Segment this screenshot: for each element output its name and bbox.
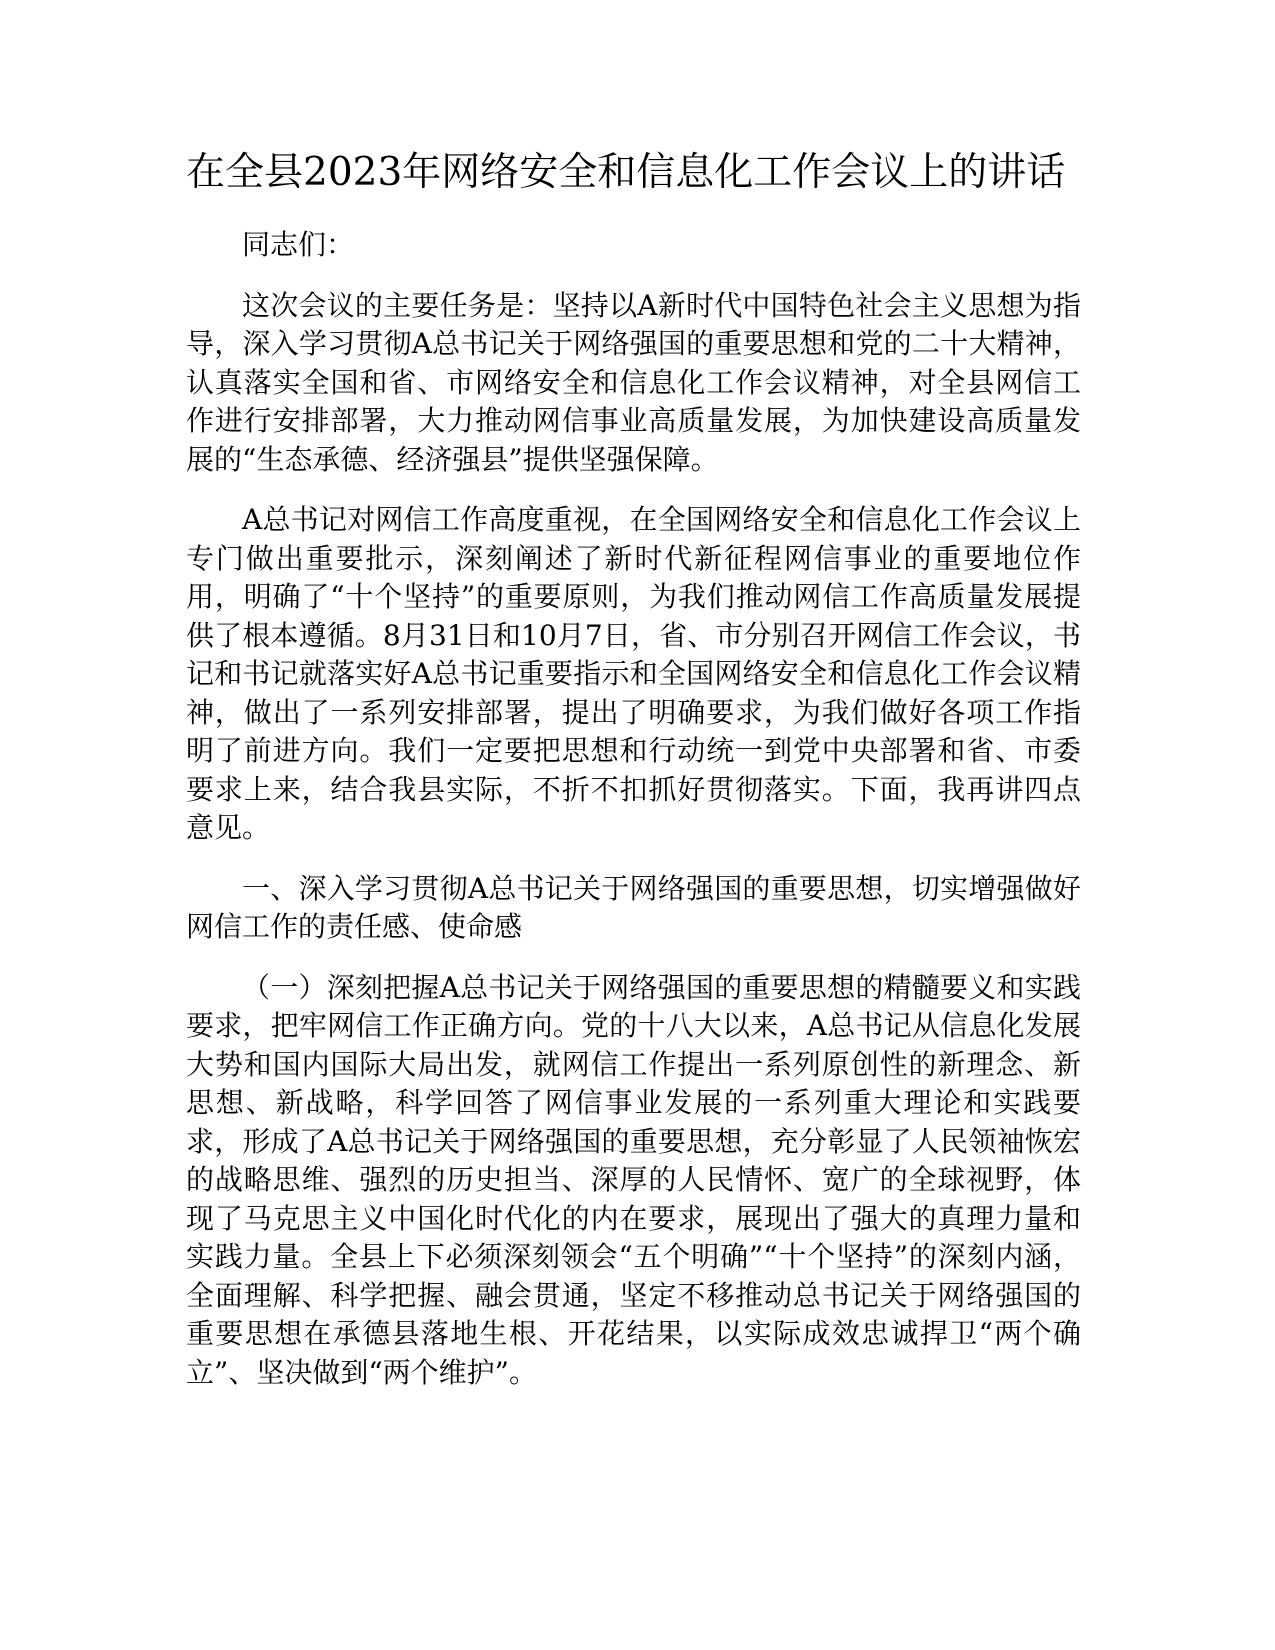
salutation: 同志们： (242, 228, 355, 261)
section-heading-one: 一、深入学习贯彻A总书记关于网络强国的重要思想，切实增强做好网信工作的责任感、使命感 (186, 871, 1081, 943)
paragraph-subsection-one: （一）深刻把握A总书记关于网络强国的重要思想的精髓要义和实践要求，把牢网信工作正确方向。党的十八大以来，A总书记从信息化发展大势和国内国际大局出发，就网信工作提出一系列原创性的新理念、新思想、新战略，科学回答了网信事业发展的一系列重大理论和实践要求，形成了A总书记关于网络强国的重要思想，充分彰显了人民领袖恢宏的战略思维、强烈的历史担当、深厚的人民情怀、宽广的全球视野，体现了马克思主义中国化时代化的内在要求，展现出了强大的真理力量和实践力量。全县上下必须深刻领会“五个明确”“十个坚持”的深刻内涵，全面理解、科学把握、融会贯通，坚定不移推动总书记关于网络强国的重要思想在承德县落地生根、开花结果，以实际成效忠诚捍卫“两个确立”、坚决做到“两个维护”。 (186, 970, 1081, 1389)
document-title: 在全县2023年网络安全和信息化工作会议上的讲话 (186, 150, 1066, 195)
document-body (186, 142, 1081, 1414)
paragraph-background: A总书记对网信工作高度重视，在全国网络安全和信息化工作会议上专门做出重要批示，深刻阐述了新时代新征程网信事业的重要地位作用，明确了“十个坚持”的重要原则，为我们推动网信工作高质量发展提供了根本遵循。8月31日和10月7日，省、市分别召开网信工作会议，书记和书记就落实好A总书记重要指示和全国网络安全和信息化工作会议精神，做出了一系列安排部署，提出了明确要求，为我们做好各项工作指明了前进方向。我们一定要把思想和行动统一到党中央部署和省、市委要求上来，结合我县实际，不折不扣抓好贯彻落实。下面，我再讲四点意见。 (186, 503, 1081, 844)
paragraph-intro: 这次会议的主要任务是：坚持以A新时代中国特色社会主义思想为指导，深入学习贯彻A总书记关于网络强国的重要思想和党的二十大精神，认真落实全国和省、市网络安全和信息化工作会议精神，对全县网信工作进行安排部署，大力推动网信事业高质量发展，为加快建设高质量发展的“生态承德、经济强县”提供坚强保障。 (186, 288, 1081, 476)
